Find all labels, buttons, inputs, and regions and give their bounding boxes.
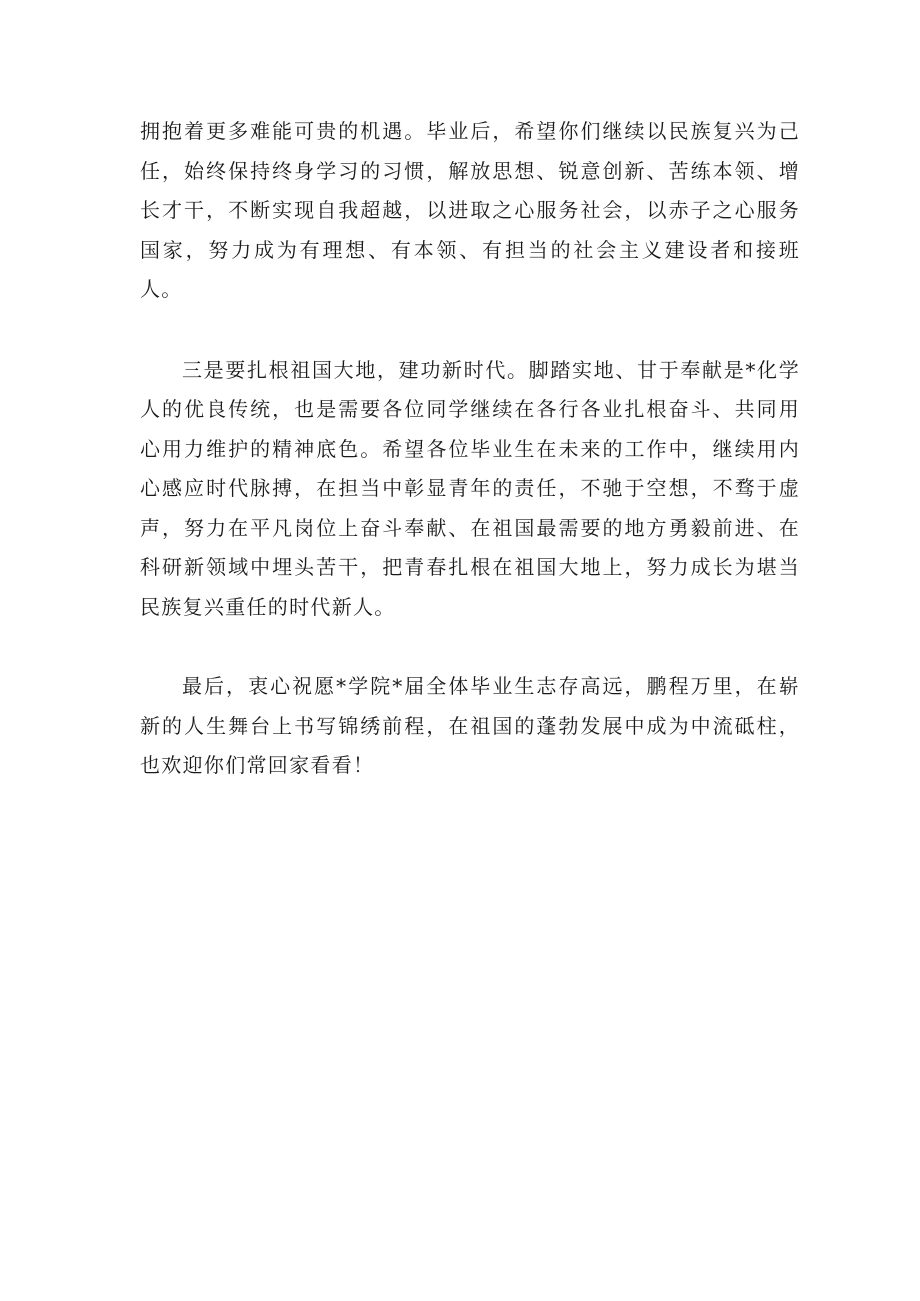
paragraph-1: 拥抱着更多难能可贵的机遇。毕业后，希望你们继续以民族复兴为己任，始终保持终身学习的习惯，解放思想、锐意创新、苦练本领、增长才干，不断实现自我超越，以进取之心服务社会，以赤子之心服务国家，努力成为有理想、有本领、有担当的社会主义建设者和接班人。 [140,119,800,301]
paragraph-2: 三是要扎根祖国大地，建功新时代。脚踏实地、甘于奉献是*化学人的优良传统，也是需要各位同学继续在各行各业扎根奋斗、共同用心用力维护的精神底色。希望各位毕业生在未来的工作中，继续用内心感应时代脉搏，在担当中彰显青年的责任，不驰于空想，不骛于虚声，努力在平凡岗位上奋斗奉献、在祖国最需要的地方勇毅前进、在科研新领域中埋头苦干，把青春扎根在祖国大地上，努力成长为堪当民族复兴重任的时代新人。 [140,357,800,619]
paragraph-3: 最后，衷心祝愿*学院*届全体毕业生志存高远，鹏程万里，在崭新的人生舞台上书写锦绣前程，在祖国的蓬勃发展中成为中流砥柱，也欢迎你们常回家看看！ [140,674,800,777]
document-body [140,112,800,786]
